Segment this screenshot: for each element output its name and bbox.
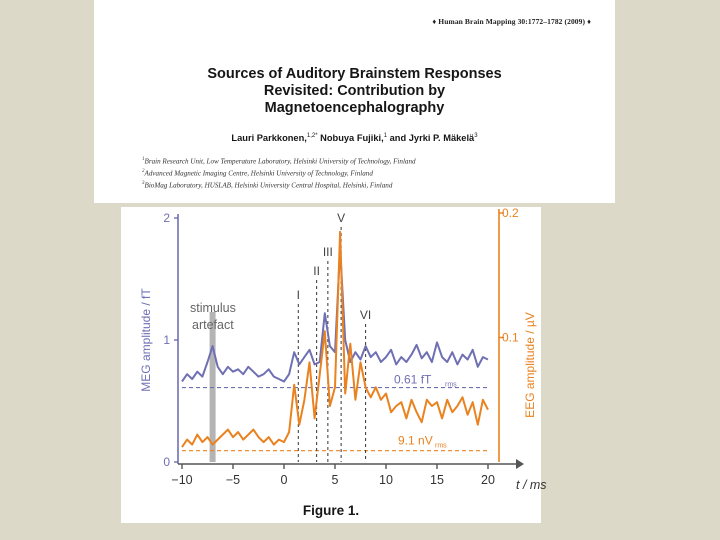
abr-chart [121,206,547,523]
paper-title [94,66,615,117]
x-tick-label: 0 [280,473,288,487]
eeg-noise-label: 9.1 nV [398,433,433,448]
right-axis-label: EEG amplitude / µV [523,312,537,418]
paper-header [94,0,615,203]
right-tick-label: 0.1 [502,330,519,345]
wave-label-ii: II [313,264,320,278]
artefact-label: artefact [192,318,234,332]
affiliation: $^1$Brain Research Unit, Low Temperature Laboratory, Helsinki University of Technology, Finland [142,157,416,166]
meg-noise-subscript: rms [445,381,457,389]
author-name: and Jyrki P. Mäkelä [389,133,475,144]
affiliation: $^2$Advanced Magnetic Imaging Centre, Helsinki University of Technology, Finland [142,168,373,178]
wave-label-iii: III [322,245,333,259]
affiliation-list [142,155,582,190]
figure-panel [121,206,547,523]
left-axis-label: MEG amplitude / fT [139,288,153,392]
title-line: Sources of Auditory Brainstem Responses [207,66,502,82]
x-tick-label: 15 [430,473,444,487]
title-line: Magnetoencephalography [264,100,445,116]
author-affil-mark: 1,2* [306,133,318,139]
wave-label-i: I [296,288,300,302]
author-affil-mark: 3 [474,133,478,139]
affiliation: $^3$BioMag Laboratory, HUSLAB, Helsinki University Central Hospital, Helsinki, Finland [142,180,393,189]
left-tick-label: 1 [163,333,170,347]
x-axis-arrow [516,459,524,469]
title-line: Revisited: Contribution by [263,83,446,99]
x-axis-label: t / ms [516,478,547,492]
wave-label-v: V [337,211,346,225]
x-tick-label: 20 [481,473,495,487]
meg-noise-label: 0.61 fT [394,372,432,387]
x-tick-label: 10 [379,473,393,487]
stimulus-artefact-bar [210,312,216,462]
journal-citation: ♦ Human Brain Mapping 30:1772–1782 (2009) ♦ [432,17,591,26]
author-list [94,133,615,143]
right-tick-label: 0.2 [502,206,519,220]
figure-caption: Figure 1. [302,503,360,518]
eeg-noise-subscript: rms [435,442,447,450]
x-tick-label: −5 [225,473,241,487]
stimulus-label: stimulus [190,301,236,315]
x-tick-label: −10 [171,473,193,487]
author-name: Lauri Parkkonen, [231,133,307,144]
x-tick-label: 5 [331,473,339,487]
left-tick-label: 0 [163,455,170,469]
left-tick-label: 2 [163,211,170,225]
wave-label-vi: VI [359,308,372,322]
author-affil-mark: 1 [383,133,388,139]
author-name: Nobuya Fujiki, [320,133,384,144]
